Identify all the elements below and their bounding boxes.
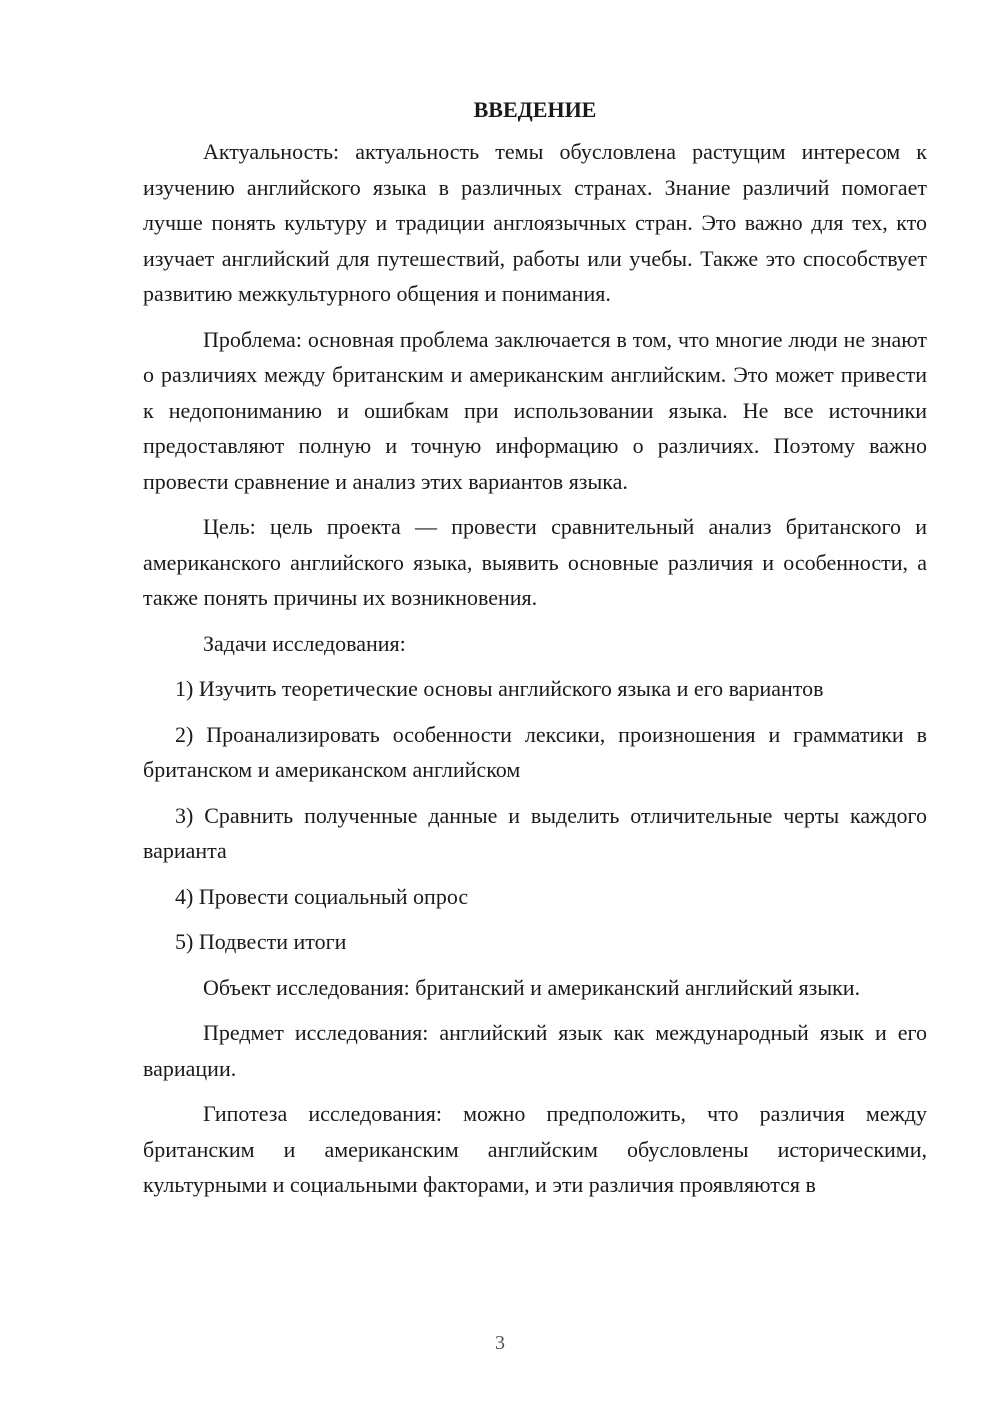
task-item-4: 4) Провести социальный опрос xyxy=(175,883,469,909)
section-title: ВВЕДЕНИЕ xyxy=(473,97,597,122)
paragraph-object: Объект исследования: британский и американский английский языки. xyxy=(203,974,861,1000)
paragraph-subject: Предмет исследования: английский язык как международный язык и его вариации. xyxy=(143,1020,927,1081)
paragraph-hypothesis: Гипотеза исследования: можно предположить, что различия между британским и американским английским обусловлены историческими, культурными и социальными факторами, и эти различия проявляются в xyxy=(143,1101,927,1197)
paragraph-goal: Цель: цель проекта — провести сравнительный анализ британского и американского английского языка, выявить основные различия и особенности, а также понять причины их возникновения. xyxy=(143,514,927,610)
task-item-5: 5) Подвести итоги xyxy=(175,929,347,954)
task-item-3: 3) Сравнить полученные данные и выделить отличительные черты каждого варианта xyxy=(143,802,927,863)
paragraph-relevance: Актуальность: актуальность темы обусловлена растущим интересом к изучению английского языка в различных странах. Знание различий помогает лучше понять культуру и традиции англоязычных стран. Это важно для тех, кто изучает английский для путешествий, работы или учебы. Также это способствует развитию межкультурного общения и понимания. xyxy=(143,139,927,306)
task-item-2: 2) Проанализировать особенности лексики, произношения и грамматики в британском и американском английском xyxy=(143,721,927,782)
paragraph-problem: Проблема: основная проблема заключается в том, что многие люди не знают о различиях между британским и американским английским. Это может привести к недопониманию и ошибкам при использовании языка. Не все источники предоставляют полную и точную информацию о различиях. Поэтому важно провести сравнение и анализ этих вариантов языка. xyxy=(143,326,927,494)
page-number: 3 xyxy=(495,1332,505,1354)
task-item-1: 1) Изучить теоретические основы английского языка и его вариантов xyxy=(175,676,824,701)
document-page xyxy=(143,94,927,1213)
paragraph-tasks-heading: Задачи исследования: xyxy=(203,630,406,656)
